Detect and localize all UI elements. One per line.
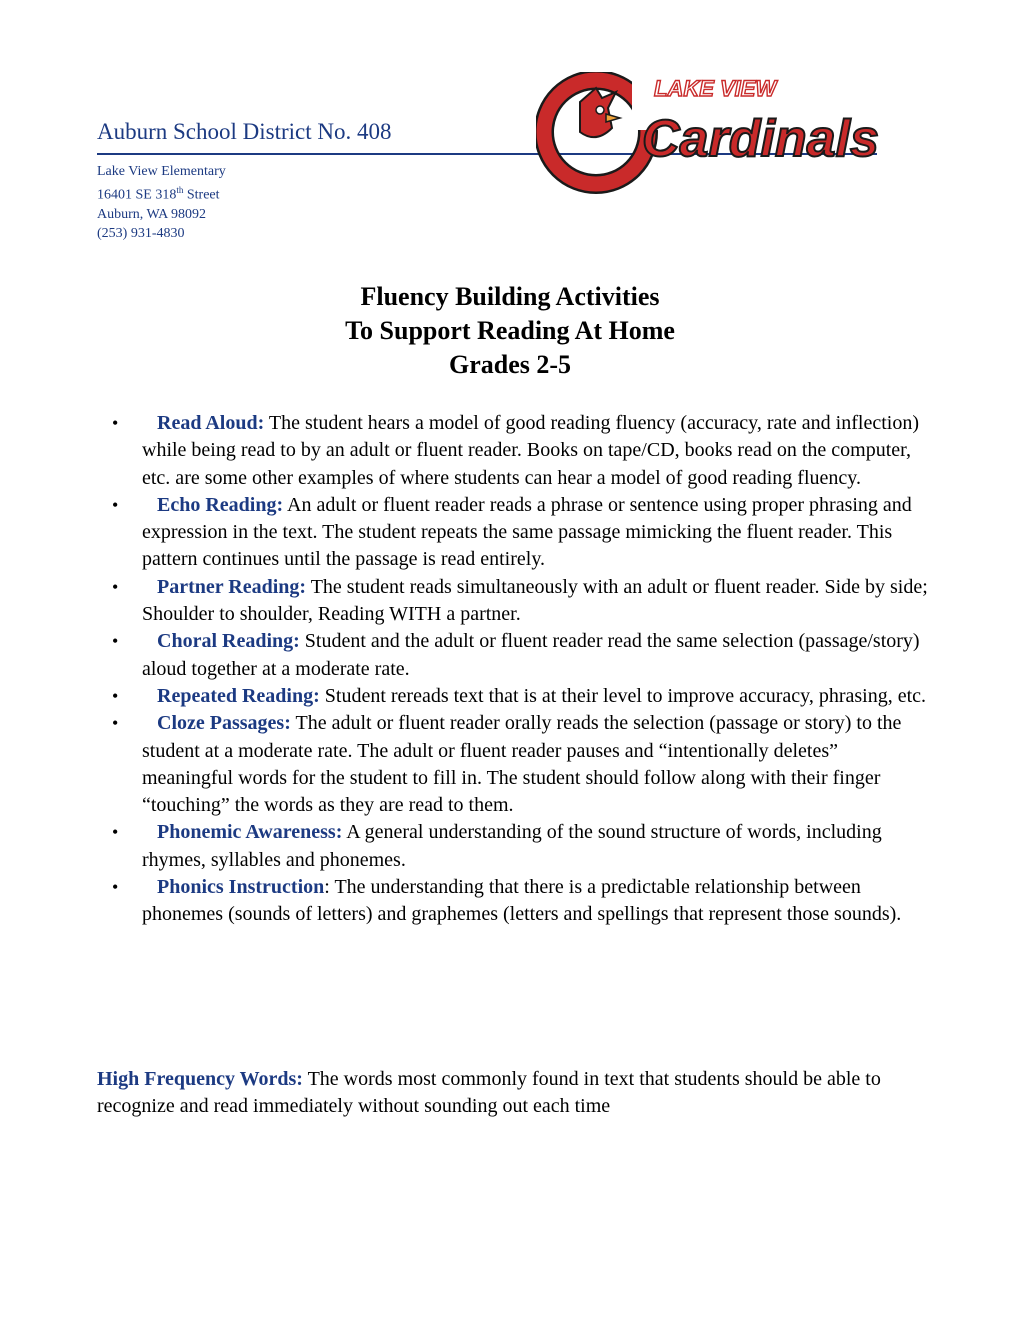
activity-description: : The understanding that there is a predictable relationship between phonemes (sounds of letters) and graphemes (letters and spellings that represent those sounds). [142,876,902,926]
cardinal-bird-icon [580,88,620,137]
activity-description: Student and the adult or fluent reader read the same selection (passage/story) aloud together at a moderate rate. [142,630,920,680]
logo-top-text: LAKE VIEW [654,76,777,101]
phone-number: (253) 931-4830 [97,225,185,241]
page-title [0,280,1020,382]
bullet-icon: • [112,413,119,433]
title-line-1: Fluency Building Activities [360,282,660,311]
school-address [97,162,226,243]
bullet-icon: • [112,494,119,515]
list-item [112,710,932,819]
school-name: Lake View Elementary [97,164,226,179]
list-item [112,574,932,629]
activity-description: A general understanding of the sound structure of words, including rhymes, syllables and phonemes. [142,821,882,871]
activity-description: The adult or fluent reader orally reads the selection (passage or story) to the student at a moderate rate. The adult or fluent reader pauses and “intentionally deletes” meaningful words for the student to fill in. The student should follow along with their finger “touching” the words as they are read to them. [142,712,902,817]
bullet-icon: • [112,685,119,706]
activity-term: Cloze Passages: [157,712,291,735]
list-item [112,628,932,683]
activity-term: Partner Reading: [157,575,307,598]
high-frequency-words [97,1066,937,1121]
bullet-icon: • [112,713,119,734]
logo-word: Cardinals [642,110,879,168]
list-item [112,874,932,929]
activity-description: The student reads simultaneously with an adult or fluent reader. Side by side; Shoulder to shoulder, Reading WITH a partner. [142,575,928,626]
activity-description: The student hears a model of good reading fluency (accuracy, rate and inflection) while being read to by an adult or fluent reader. Books on tape/CD, books read on the computer, etc. are some other examples of where students can hear a model of good reading fluency. [142,412,919,489]
list-item [112,492,932,574]
list-item [112,683,932,710]
list-item [112,819,932,874]
activity-term: Repeated Reading: [157,684,320,707]
bullet-icon: • [112,877,119,898]
bullet-icon: • [112,631,119,652]
activity-list [112,410,932,929]
title-line-2: To Support Reading At Home [345,316,675,345]
activity-term: Read Aloud: [157,412,265,434]
list-item [112,410,932,492]
activity-description: An adult or fluent reader reads a phrase or sentence using proper phrasing and expression in the text. The student repeats the same passage mimicking the fluent reader. This pattern continues until the passage is read entirely. [142,493,912,571]
bullet-icon: • [112,822,119,843]
hfw-description: The words most commonly found in text that students should be able to recognize and read immediately without sounding out each time [97,1068,881,1118]
bullet-icon: • [112,576,119,597]
district-name: Auburn School District No. 408 [97,119,392,144]
activity-term: Echo Reading: [157,493,284,516]
title-line-3: Grades 2-5 [448,350,572,379]
street-address: 16401 SE 318th Street [97,185,220,203]
activity-description: Student rereads text that is at their level to improve accuracy, phrasing, etc. [319,684,927,707]
city-state-zip: Auburn, WA 98092 [97,206,207,222]
cardinals-logo [536,72,888,196]
activity-term: Phonemic Awareness: [157,821,343,844]
activity-term: Choral Reading: [157,630,300,653]
hfw-term: High Frequency Words: [97,1068,303,1090]
activity-term: Phonics Instruction [157,876,325,899]
